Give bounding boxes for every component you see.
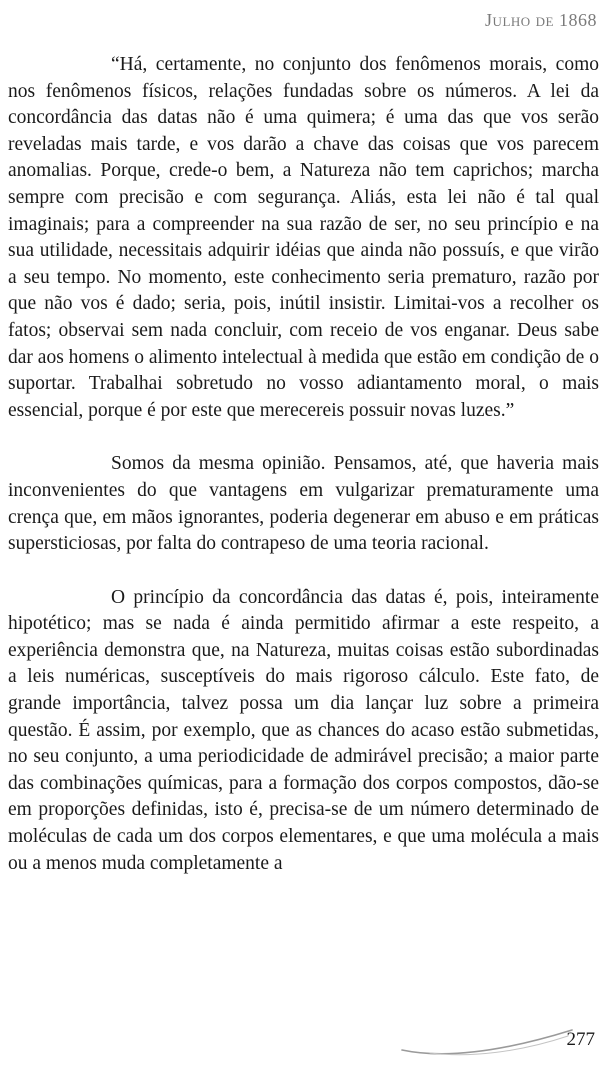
paragraph-principle: O princípio da concordância das datas é, pois, inteiramente hipotético; mas se nada é ainda permitido afirmar a este respeito, a experiência demonstra que, na Natureza, muitas coisas estão subordinadas a leis numéricas, susceptíveis do mais rigoroso cálculo. Este fato, de grande importância, talvez possa um dia lançar luz sobre a primeira questão. É assim, por exemplo, que as chances do acaso estão submetidas, no seu conjunto, a uma periodicidade de admirável precisão; a maior parte das combinações químicas, para a formação dos corpos compostos, dão-se em proporções definidas, isto é, precisa-se de um número determinado de moléculas de cada um dos corpos elementares, e que uma molécula a mais ou a menos muda completamente a — [8, 586, 599, 874]
swoosh-ornament-icon — [400, 1024, 575, 1058]
paragraph-opinion: Somos da mesma opinião. Pensamos, até, que haveria mais inconvenientes do que vantagens em vulgarizar prematuramente uma crença que, em mãos ignorantes, poderia degenerar em abuso e em práticas supersticiosas, por falta do contrapeso de uma teoria racional. — [8, 453, 599, 555]
page-body — [8, 52, 599, 904]
running-header: Julho de 1868 — [485, 10, 597, 30]
page-number: 277 — [566, 1029, 595, 1050]
paragraph-quote: “Há, certamente, no conjunto dos fenômenos morais, como nos fenômenos físicos, relações fundadas sobre os números. A lei da concordância das datas não é uma quimera; é uma das que vos serão reveladas mais tarde, e vos darão a chave das coisas que vos parecem anomalias. Porque, crede-o bem, a Natureza não tem caprichos; marcha sempre com precisão e com segurança. Aliás, esta lei não é tal qual imaginais; para a compreender na sua razão de ser, no seu princípio e na sua utilidade, necessitais adquirir idéias que ainda não possuís, e que virão a seu tempo. No momento, este conhecimento seria prematuro, razão por que não vos é dado; seria, pois, inútil insistir. Limitai-vos a recolher os fatos; observai sem nada concluir, com receio de vos enganar. Deus sabe dar aos homens o alimento intelectual à medida que estão em condição de o suportar. Trabalhai sobretudo no vosso adiantamento moral, o mais essencial, porque é por este que merecereis possuir novas luzes.” — [8, 54, 599, 421]
